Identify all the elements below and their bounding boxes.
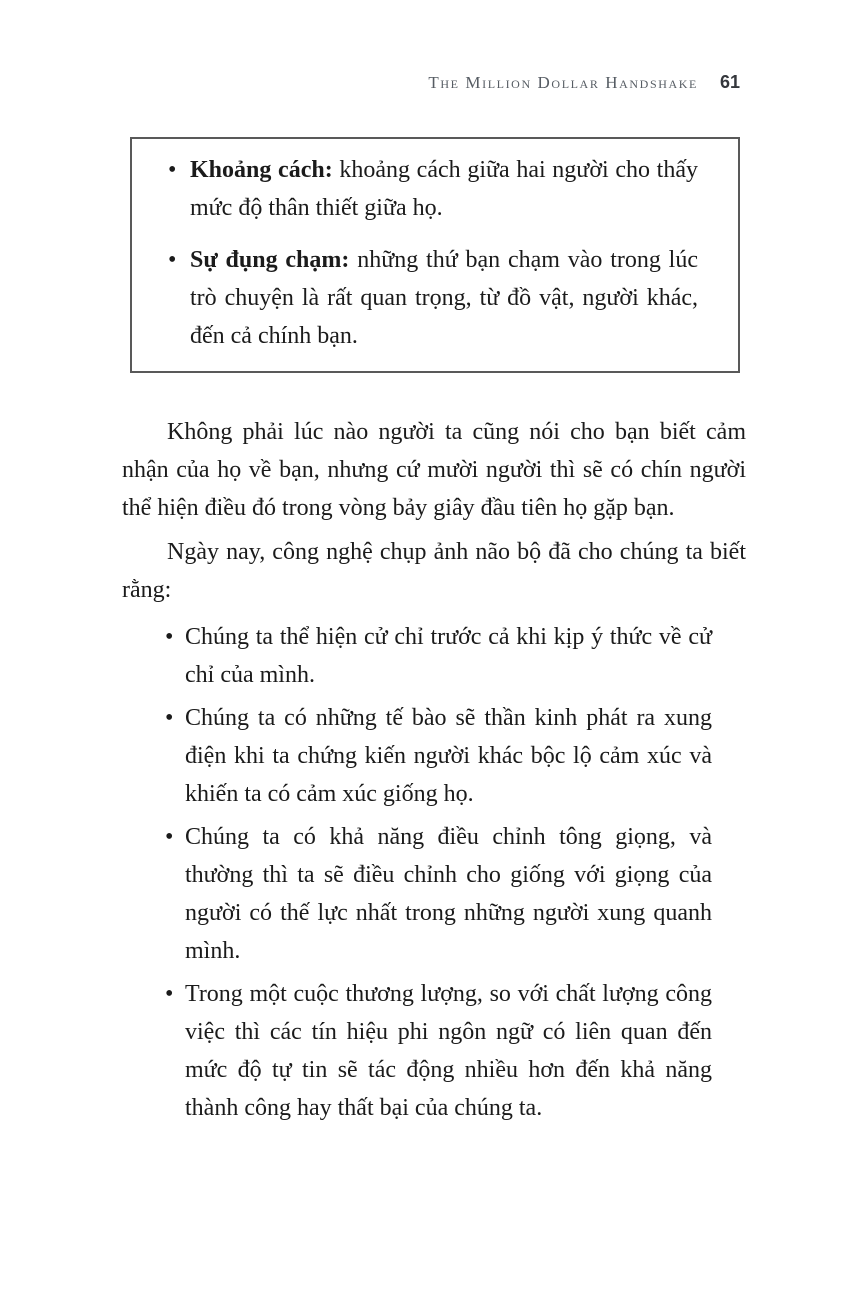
callout-box xyxy=(130,137,740,373)
running-title: The Million Dollar Handshake xyxy=(428,73,698,92)
list-item-text: Chúng ta thể hiện cử chỉ trước cả khi kịp ý thức về cử chỉ của mình. xyxy=(185,624,712,688)
bullet-marker: • xyxy=(168,157,177,183)
page-number: 61 xyxy=(719,72,740,92)
list-item xyxy=(165,818,712,970)
bullet-list xyxy=(165,618,712,1127)
callout-item-distance xyxy=(166,151,698,227)
book-page xyxy=(0,72,868,1300)
bullet-marker: • xyxy=(165,981,174,1007)
bullet-marker: • xyxy=(165,624,174,650)
callout-item-label: Khoảng cách: xyxy=(190,157,333,183)
list-item xyxy=(165,975,712,1127)
list-item-text: Chúng ta có khả năng điều chỉnh tông giọng, và thường thì ta sẽ điều chỉnh cho giống với giọng của người có thế lực nhất trong những người xung quanh mình. xyxy=(185,824,712,964)
callout-item-text: khoảng cách giữa hai người cho thấy mức độ thân thiết giữa họ. xyxy=(190,157,698,221)
callout-item-text: những thứ bạn chạm vào trong lúc trò chuyện là rất quan trọng, từ đồ vật, người khác, đến cả chính bạn. xyxy=(190,247,699,349)
list-item xyxy=(165,618,712,694)
bullet-marker: • xyxy=(168,247,177,273)
page-content xyxy=(0,72,868,1127)
bullet-marker: • xyxy=(165,824,174,850)
bullet-marker: • xyxy=(165,705,174,731)
body-paragraph: Không phải lúc nào người ta cũng nói cho bạn biết cảm nhận của họ về bạn, nhưng cứ mười người thì sẽ có chín người thể hiện điều đó trong vòng bảy giây đầu tiên họ gặp bạn. xyxy=(122,419,746,521)
callout-item-label: Sự đụng chạm: xyxy=(190,247,350,273)
list-item-text: Trong một cuộc thương lượng, so với chất lượng công việc thì các tín hiệu phi ngôn ngữ có liên quan đến mức độ tự tin sẽ tác động nhiều hơn đến khả năng thành công hay thất bại của chúng ta. xyxy=(185,981,712,1121)
list-item-text: Chúng ta có những tế bào sẽ thần kinh phát ra xung điện khi ta chứng kiến người khác bộc lộ cảm xúc và khiến ta có cảm xúc giống họ. xyxy=(185,705,712,807)
running-head xyxy=(122,72,746,93)
callout-item-touch xyxy=(166,241,698,355)
body-paragraph: Ngày nay, công nghệ chụp ảnh não bộ đã cho chúng ta biết rằng: xyxy=(122,539,746,603)
list-item xyxy=(165,699,712,813)
